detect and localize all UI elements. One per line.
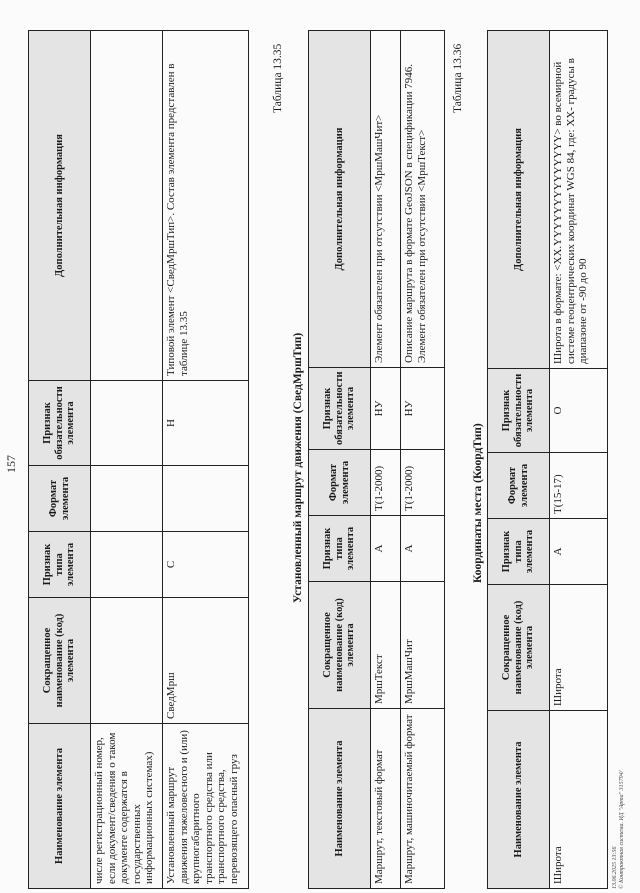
- header-cell: Наименование элемента: [29, 724, 91, 889]
- header-cell: Признак обязательности элемента: [309, 368, 371, 450]
- page-number: 157: [4, 455, 18, 473]
- header-cell: Дополнительная информация: [488, 31, 550, 369]
- table-cell: Типовой элемент <СведМршТип>. Состав элемента представлен в таблице 13.35: [163, 31, 249, 381]
- header-cell: Формат элемента: [309, 450, 371, 516]
- footer: [612, 771, 626, 889]
- table-cell: [91, 466, 163, 532]
- header-cell: Дополнительная информация: [29, 31, 91, 381]
- table-cell: [91, 532, 163, 598]
- table-cell: НУ: [401, 368, 445, 450]
- header-cell: Формат элемента: [29, 466, 91, 532]
- header-cell: Сокращенное наименование (код) элемента: [29, 598, 91, 724]
- table-cell: А: [550, 519, 608, 585]
- table-header-row: [29, 31, 91, 889]
- footer-copyright: © Контрактная система. ИД "Арта" 315794/: [619, 770, 625, 889]
- header-cell: Формат элемента: [488, 453, 550, 519]
- table-cell: Широта в формате: <XX.YYYYYYYYYYYYYY> во всемирной системе геоцентрических координат WGS 84, где: XX- градусы в диапазоне от -90 до 90: [550, 31, 608, 369]
- table-row: [401, 31, 445, 889]
- table-cell: числе регистрационный номер, если документ/сведения о таком документе содержатся в государственных информационных системах): [91, 724, 163, 889]
- table-cell: [163, 466, 249, 532]
- table-title: Координаты места (КоордТип): [472, 423, 484, 583]
- table-cell: МршМашЧит: [401, 582, 445, 709]
- table-cell: Широта: [550, 585, 608, 711]
- table-title: Установленный маршрут движения (СведМршТип): [292, 332, 304, 603]
- table-cell: Маршрут, машиночитаемый формат: [401, 709, 445, 889]
- table-cell: Маршрут, текстовый формат: [371, 709, 401, 889]
- table-cell: А: [401, 516, 445, 582]
- header-cell: Сокращенное наименование (код) элемента: [309, 582, 371, 709]
- table-row: [550, 31, 608, 889]
- table-cell: НУ: [371, 368, 401, 450]
- table-13-36: [487, 30, 608, 889]
- header-cell: Признак типа элемента: [29, 532, 91, 598]
- header-cell: Сокращенное наименование (код) элемента: [488, 585, 550, 711]
- table-cell: А: [371, 516, 401, 582]
- header-cell: Дополнительная информация: [309, 31, 371, 368]
- header-cell: Наименование элемента: [309, 709, 371, 889]
- header-cell: Признак обязательности элемента: [488, 369, 550, 453]
- table-cell: Установленный маршрут движения тяжеловесного и (или) крупногабаритного транспортного средства или транспортного средства, перевозящего опасный груз: [163, 724, 249, 889]
- header-cell: Признак типа элемента: [309, 516, 371, 582]
- table-cell: [91, 598, 163, 724]
- table-cell: СведМрш: [163, 598, 249, 724]
- table-header-row: [488, 31, 550, 889]
- table-cell: Т(15-17): [550, 453, 608, 519]
- table-cell: Широта: [550, 711, 608, 889]
- table-cell: МршТекст: [371, 582, 401, 709]
- table-cell: [91, 381, 163, 466]
- header-cell: Признак типа элемента: [488, 519, 550, 585]
- table-cell: Описание маршрута в формате GeoJSON в спецификации 7946. Элемент обязателен при отсутствии <МршТекст>: [401, 31, 445, 368]
- table-cell: О: [550, 369, 608, 453]
- table-cell: Элемент обязателен при отсутствии <МршМашЧит>: [371, 31, 401, 368]
- table-cell: Н: [163, 381, 249, 466]
- header-cell: Признак обязательности элемента: [29, 381, 91, 466]
- header-cell: Наименование элемента: [488, 711, 550, 889]
- table-row: [163, 31, 249, 889]
- table-cell: [91, 31, 163, 381]
- table-cell: Т(1-2000): [371, 450, 401, 516]
- table-13-35: [308, 30, 445, 889]
- top-table: [28, 30, 249, 889]
- footer-date: 13.06.2025 13:56: [612, 846, 618, 889]
- table-row: [371, 31, 401, 889]
- table-cell: Т(1-2000): [401, 450, 445, 516]
- table-row: [91, 31, 163, 889]
- table-header-row: [309, 31, 371, 889]
- table-number: Таблица 13.35: [272, 43, 284, 113]
- table-number: Таблица 13.36: [452, 43, 464, 113]
- table-cell: С: [163, 532, 249, 598]
